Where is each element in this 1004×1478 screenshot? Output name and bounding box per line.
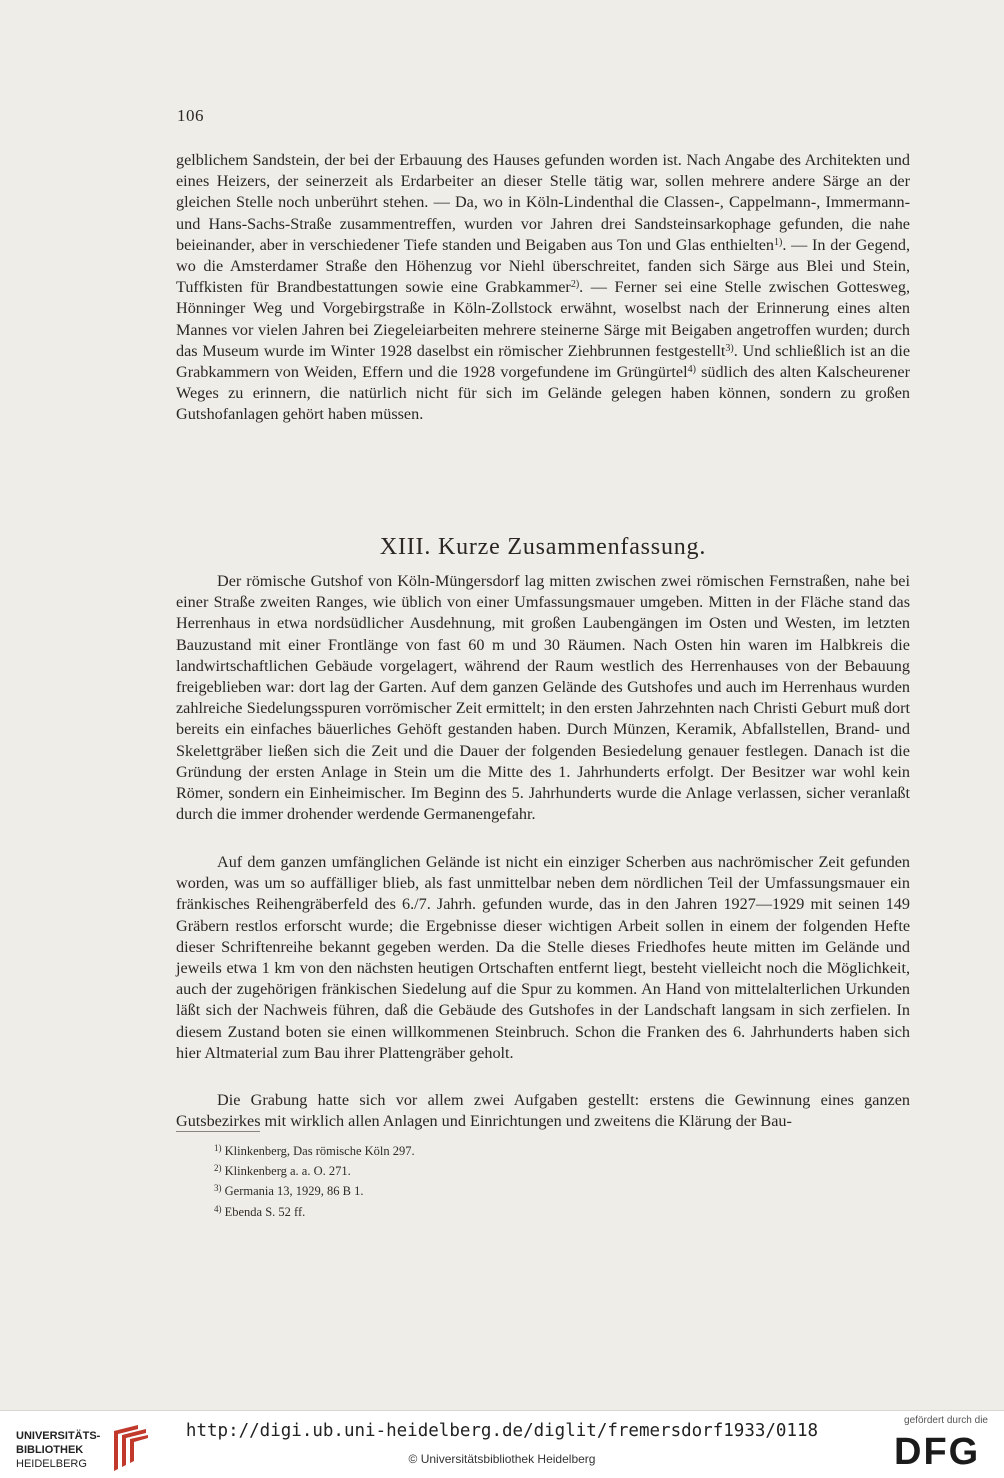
library-name-line-3: HEIDELBERG — [16, 1458, 87, 1470]
summary-paragraph-3: Die Grabung hatte sich vor allem zwei Aufgaben gestellt: erstens die Gewinnung eines ganzen Gutsbezirkes mit wirklich allen Anlagen und Einrichtungen und zweitens die Klärung der Bau- — [176, 1091, 910, 1131]
footnote-2 — [214, 1160, 415, 1180]
intro-text-4: . Und schließlich ist an die Grabkammern von Weiden, Effern und die 1928 vorgefundene im Grüngürtel — [176, 341, 911, 382]
intro-text-5: südlich des alten Kalscheurener Weges zu erinnern, die natürlich nicht für sich im Gelände gelegen haben können, sondern zu großen Gutshofanlagen gehört haben müssen. — [176, 363, 910, 424]
funding-note: gefördert durch die — [904, 1415, 988, 1426]
footnote-ref-3: 3) — [725, 342, 734, 354]
footnote-text: Ebenda S. 52 ff. — [224, 1204, 306, 1219]
section-heading: XIII. Kurze Zusammenfassung. — [379, 534, 707, 560]
footnote-mark: 2) — [214, 1163, 222, 1174]
footnote-text: Germania 13, 1929, 86 B 1. — [224, 1184, 364, 1199]
digitization-banner — [0, 1410, 1004, 1478]
permalink-url[interactable]: http://digi.ub.uni-heidelberg.de/diglit/fremersdorf1933/0118 — [185, 1421, 819, 1441]
footnote-ref-4: 4) — [687, 364, 696, 376]
summary-paragraph-1: Der römische Gutshof von Köln-Müngersdorf lag mitten zwischen zwei römischen Fernstraßen, nahe bei einer Straße zweiten Ranges, wie üblich von einer Umfassungsmauer umgeben. Mitten in der Fläche stand das Herrenhaus in etwa nordsüdlicher Ausdehnung, mit großen Laubengängen im Osten und Westen, im letzten Bauzustand mit einer Frontlänge von fast 60 m und 30 Räumen. Nach Osten hin waren im Halbkreis die landwirtschaftlichen Gebäude vorgelagert, während der Raum westlich des Herrenhauses von der Bebauung freigeblieben war: dort lag der Garten. Auf dem ganzen Gelände des Gutshofes und auch im Herrenhaus wurden zahlreiche Siedelungsspuren vorrömischer Zeit ermittelt; in den ersten Jahrzehnten nach Christi Geburt muß dort bereits ein einfaches bäuerliches Gehöft gestanden haben. Durch Münzen, Keramik, Abfallstellen, Brand- und Skelettgräber ließen sich die Zeit und die Dauer der folgenden Besiedelung genauer festlegen. Danach ist die Gründung der ersten Anlage in Stein um die Mitte des 1. Jahrhunderts erfolgt. Der Besitzer war wohl kein Römer, sondern ein Einheimischer. Im Beginn des 5. Jahrhunderts wurde die Anlage verlassen, sicher veranlaßt durch die immer drohender werdende Germanengefahr. — [176, 572, 910, 824]
footnote-ref-1: 1) — [774, 236, 783, 248]
footnotes — [214, 1140, 415, 1221]
intro-text-2: . — In der Gegend, wo die Amsterdamer Straße den Höhenzug vor Niehl überschreitet, fanden sich Särge aus Blei und Stein, Tuffkisten für Brandbestattungen sowie eine Grabkammer — [176, 235, 910, 297]
footnote-4 — [214, 1201, 415, 1221]
footnote-1 — [214, 1140, 415, 1160]
copyright-notice: © Universitätsbibliothek Heidelberg — [408, 1452, 596, 1466]
summary-paragraph-2: Auf dem ganzen umfänglichen Gelände ist nicht ein einziger Scherben aus nachrömischer Zeit gefunden worden, was um so auffälliger blieb, als fast unmittelbar neben dem nördlichen Teil der Umfassungsmauer ein fränkisches Reihengräberfeld des 6./7. Jahrh. gefunden wurde, das in den Jahren 1927—1929 mit seinen 149 Gräbern restlos erforscht wurde; die Ergebnisse dieser wichtigen Arbeit sollen in einem der folgenden Hefte dieser Schriftenreihe bekannt gegeben werden. Da die Stelle dieses Friedhofes heute mitten im Gelände und jeweils etwa 1 km von den nächsten heutigen Ortschaften entfernt liegt, besteht vielleicht noch die Möglichkeit, auch der zugehörigen fränkischen Siedelung auf die Spur zu kommen. An Hand von mittelalterlichen Urkunden läßt sich der Nachweis führen, daß die Gebäude des Gutshofes in der Landschaft langsam in sich zerfielen. In diesem Zustand boten sie einen willkommenen Steinbruch. Schon die Franken des 6. Jahrhunderts haben sich hier Altmaterial zum Bau ihrer Plattengräber geholt. — [176, 853, 910, 1062]
dfg-logo: DFG — [894, 1431, 981, 1473]
footnote-text: Klinkenberg, Das römische Köln 297. — [224, 1144, 415, 1158]
library-name-line-1: UNIVERSITÄTS- — [16, 1430, 101, 1442]
footnote-3 — [214, 1180, 415, 1200]
intro-paragraph — [176, 150, 910, 426]
dfg-logo-block[interactable] — [888, 1415, 994, 1473]
footnote-mark: 4) — [214, 1203, 222, 1214]
footnote-mark: 1) — [214, 1143, 222, 1153]
footnote-text: Klinkenberg a. a. O. 271. — [224, 1164, 351, 1179]
intro-text-3: . — Ferner sei eine Stelle zwischen Gottesweg, Hönninger Weg und Vorgebirgstraße in Köln-Zollstock erwähnt, woselbst nach der Erinnerung eines alten Mannes vor vielen Jahren bei Ziegeleiarbeiten mehrere steinerne Särge mit Beigaben angetroffen wurden; durch das Museum wurde im Winter 1928 daselbst ein römischer Ziehbrunnen festgestellt — [176, 278, 910, 360]
page-number: 106 — [177, 106, 204, 125]
intro-text: gelblichem Sandstein, der bei der Erbauung des Hauses gefunden worden ist. Nach Angabe des Architekten und eines Heizers, der seinerzeit als Erdarbeiter an dieser Stelle tätig war, sollen mehrere andere Särge an der gleichen Stelle noch unberührt stehen. — Da, wo in Köln-Lindenthal die Classen-, Cappelmann-, Immermann- und Hans-Sachs-Straße zusammentreffen, wurden vor Jahren drei Sandsteinsarkophage gefunden, die nahe beieinander, aber in verschiedener Tiefe standen und Beigaben aus Ton und Glas enthielten — [176, 151, 910, 254]
footnote-divider — [176, 1131, 260, 1132]
footnote-ref-2: 2) — [570, 279, 580, 291]
footnote-mark: 3) — [214, 1183, 222, 1194]
library-name-line-2: BIBLIOTHEK — [16, 1444, 84, 1456]
